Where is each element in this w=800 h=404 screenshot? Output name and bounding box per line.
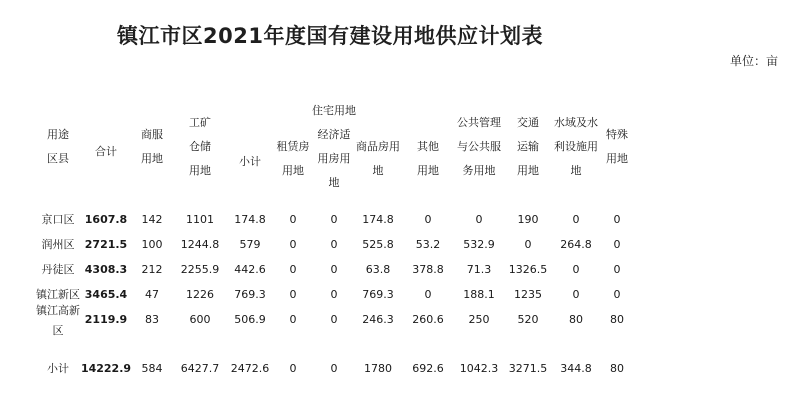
cell-industrial: 2255.9 — [180, 263, 220, 276]
cell-commercial: 584 — [141, 362, 163, 375]
cell-affordable: 0 — [330, 362, 338, 375]
cell-industrial: 1101 — [186, 213, 214, 226]
cell-other: 0 — [424, 213, 432, 226]
header-subtotal: 小计 — [239, 155, 261, 168]
header-special: 用地 — [606, 152, 628, 165]
cell-rental: 0 — [289, 238, 297, 251]
cell-commercial: 83 — [145, 313, 159, 326]
cell-special: 0 — [613, 288, 621, 301]
cell-public: 532.9 — [463, 238, 495, 251]
header-total: 合计 — [95, 145, 117, 158]
header-water: 水域及水 — [554, 116, 598, 129]
cell-affordable: 0 — [330, 313, 338, 326]
header-transport: 运输 — [517, 140, 539, 153]
cell-transport: 1235 — [514, 288, 542, 301]
cell-water: 344.8 — [560, 362, 592, 375]
cell-total: 14222.9 — [80, 362, 132, 375]
cell-water: 0 — [572, 213, 580, 226]
cell-water: 0 — [572, 288, 580, 301]
cell-public: 0 — [475, 213, 483, 226]
header-other: 其他 — [417, 140, 439, 153]
header-commodity: 地 — [372, 164, 384, 177]
row-district-label: 润州区 — [41, 238, 75, 251]
cell-public: 188.1 — [463, 288, 495, 301]
cell-total: 2721.5 — [84, 238, 128, 251]
cell-water: 264.8 — [560, 238, 592, 251]
cell-rental: 0 — [289, 362, 297, 375]
row-district-label: 镇江高新 — [36, 304, 80, 317]
header-commodity: 商品房用 — [356, 140, 400, 153]
cell-commodity: 63.8 — [365, 263, 391, 276]
cell-commodity: 174.8 — [362, 213, 394, 226]
cell-affordable: 0 — [330, 263, 338, 276]
cell-commercial: 142 — [141, 213, 163, 226]
cell-commodity: 1780 — [364, 362, 392, 375]
cell-other: 378.8 — [412, 263, 444, 276]
page-title: 镇江市区2021年度国有建设用地供应计划表 — [117, 24, 543, 48]
row-district-label: 小计 — [47, 362, 69, 375]
cell-rental: 0 — [289, 213, 297, 226]
cell-transport: 3271.5 — [508, 362, 548, 375]
cell-special: 0 — [613, 238, 621, 251]
header-district: 用途 — [47, 128, 69, 141]
header-rental: 用地 — [282, 164, 304, 177]
cell-commercial: 212 — [141, 263, 163, 276]
header-other: 用地 — [417, 164, 439, 177]
row-district-label: 京口区 — [41, 213, 75, 226]
header-district: 区县 — [47, 152, 69, 165]
header-industrial: 工矿 — [189, 116, 211, 129]
cell-industrial: 600 — [189, 313, 211, 326]
header-water: 地 — [570, 164, 582, 177]
cell-special: 0 — [613, 263, 621, 276]
header-rental: 租赁房 — [276, 140, 310, 153]
header-water: 利设施用 — [554, 140, 598, 153]
cell-commodity: 769.3 — [362, 288, 394, 301]
cell-subtotal: 442.6 — [234, 263, 266, 276]
cell-rental: 0 — [289, 263, 297, 276]
cell-other: 692.6 — [412, 362, 444, 375]
header-affordable: 地 — [328, 176, 340, 189]
cell-subtotal: 579 — [239, 238, 261, 251]
header-industrial: 仓储 — [189, 140, 211, 153]
header-affordable: 经济适 — [317, 128, 351, 141]
cell-water: 80 — [569, 313, 583, 326]
cell-other: 260.6 — [412, 313, 444, 326]
cell-other: 0 — [424, 288, 432, 301]
cell-transport: 0 — [524, 238, 532, 251]
cell-industrial: 6427.7 — [180, 362, 220, 375]
cell-subtotal: 2472.6 — [230, 362, 270, 375]
cell-total: 3465.4 — [84, 288, 128, 301]
header-residential-group: 住宅用地 — [312, 104, 356, 117]
cell-commercial: 100 — [141, 238, 163, 251]
row-district-label: 镇江新区 — [36, 288, 80, 301]
cell-total: 1607.8 — [84, 213, 128, 226]
row-district-label: 丹徒区 — [41, 263, 75, 276]
cell-public: 71.3 — [466, 263, 492, 276]
cell-total: 4308.3 — [84, 263, 128, 276]
cell-water: 0 — [572, 263, 580, 276]
cell-total: 2119.9 — [84, 313, 128, 326]
cell-rental: 0 — [289, 288, 297, 301]
header-public: 与公共服 — [457, 140, 501, 153]
cell-public: 1042.3 — [459, 362, 499, 375]
cell-transport: 190 — [517, 213, 539, 226]
cell-industrial: 1244.8 — [180, 238, 220, 251]
cell-special: 0 — [613, 213, 621, 226]
header-transport: 交通 — [517, 116, 539, 129]
cell-other: 53.2 — [415, 238, 441, 251]
cell-subtotal: 769.3 — [234, 288, 266, 301]
cell-subtotal: 174.8 — [234, 213, 266, 226]
cell-affordable: 0 — [330, 213, 338, 226]
cell-subtotal: 506.9 — [234, 313, 266, 326]
header-commercial: 商服 — [141, 128, 163, 141]
header-commercial: 用地 — [141, 152, 163, 165]
cell-transport: 1326.5 — [508, 263, 548, 276]
cell-commodity: 246.3 — [362, 313, 394, 326]
cell-transport: 520 — [517, 313, 539, 326]
header-special: 特殊 — [606, 128, 628, 141]
cell-commodity: 525.8 — [362, 238, 394, 251]
cell-special: 80 — [610, 313, 624, 326]
header-transport: 用地 — [517, 164, 539, 177]
cell-industrial: 1226 — [186, 288, 214, 301]
cell-rental: 0 — [289, 313, 297, 326]
cell-commercial: 47 — [145, 288, 159, 301]
cell-affordable: 0 — [330, 238, 338, 251]
header-industrial: 用地 — [189, 164, 211, 177]
row-district-label: 区 — [52, 324, 64, 337]
cell-affordable: 0 — [330, 288, 338, 301]
header-affordable: 用房用 — [317, 152, 351, 165]
unit-label: 单位：亩 — [729, 54, 778, 68]
cell-special: 80 — [610, 362, 624, 375]
cell-public: 250 — [468, 313, 490, 326]
header-public: 务用地 — [462, 164, 496, 177]
header-public: 公共管理 — [457, 116, 501, 129]
